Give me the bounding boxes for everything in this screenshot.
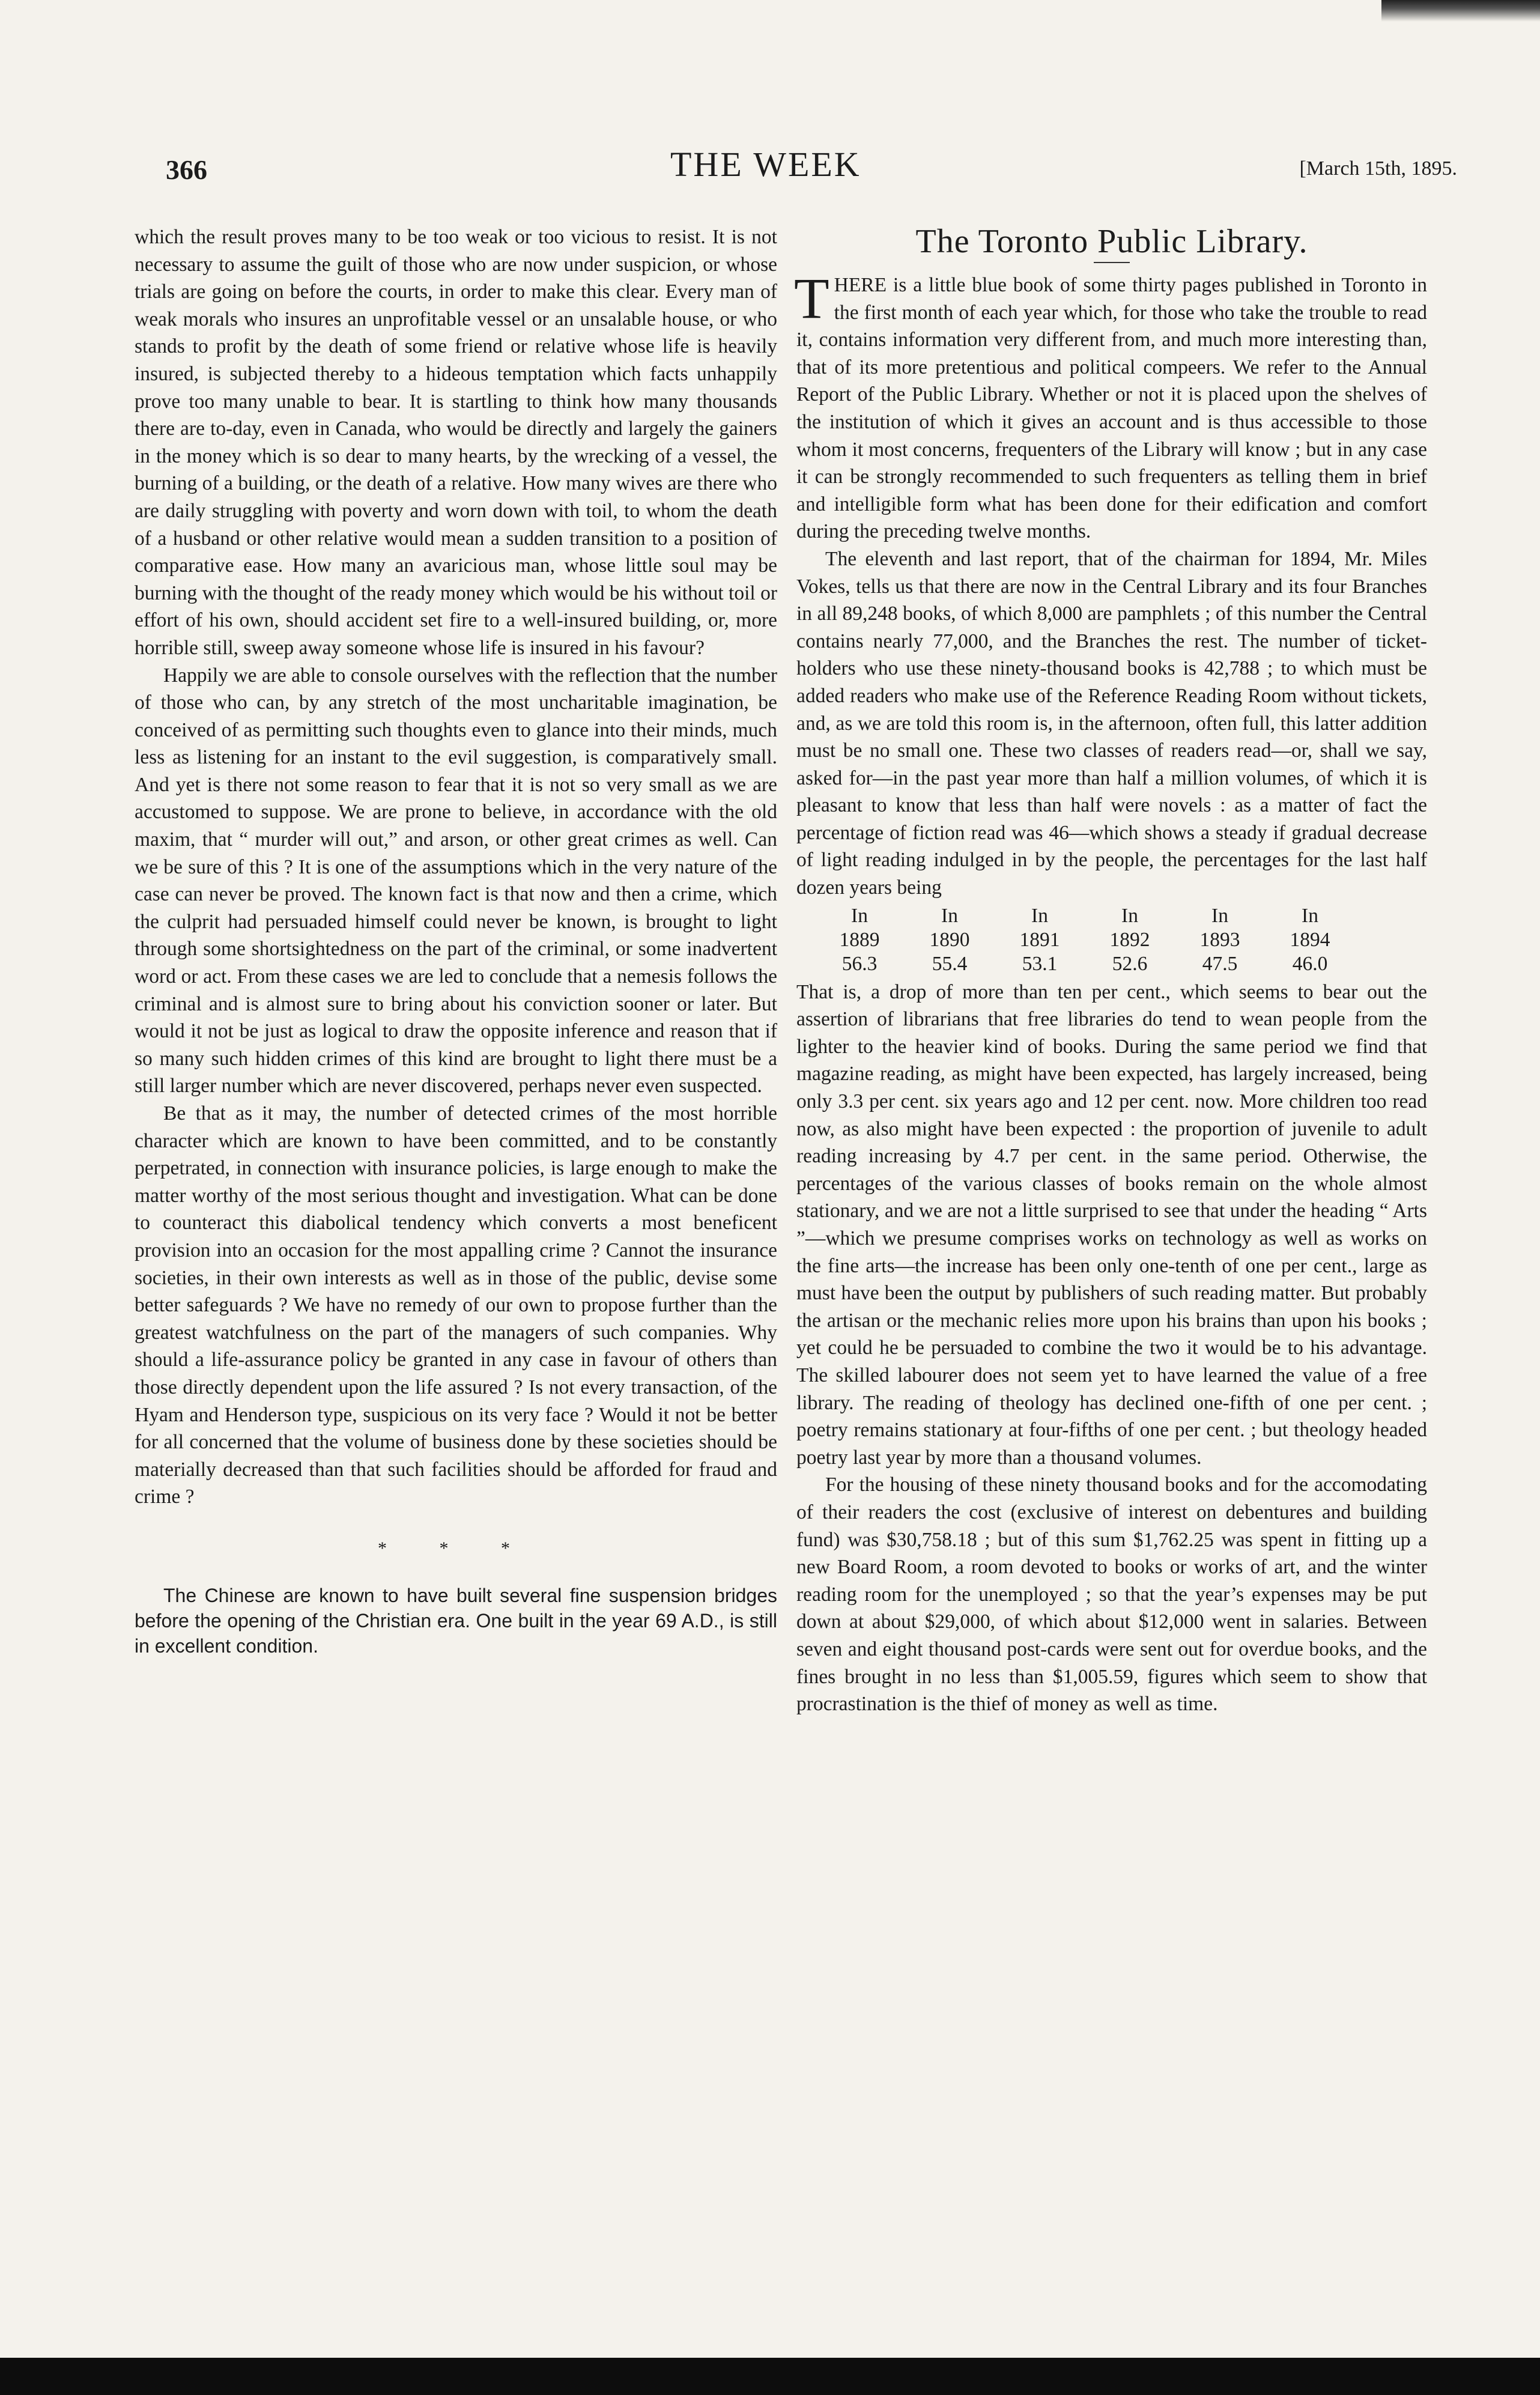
article-paragraph-1 — [794, 266, 1427, 545]
table-cell: 1889 — [839, 928, 880, 951]
table-cell: In — [1302, 904, 1318, 927]
bridge-note: The Chinese are known to have built several fine suspension bridges before the opening of the Christian era. One built in the year 69 A.D., is still in excellent condition. — [135, 1584, 777, 1657]
article-paragraph-2: The eleventh and last report, that of the chairman for 1894, Mr. Miles Vokes, tells us that there are now in the Central Library and its four Branches in all 89,248 books, of which 8,000 are pamphlets ; of this number the Central contains nearly 77,000, and the Branches the rest. The number of ticket-holders who use these ninety-thousand books is 42,788 ; to which must be added readers who make use of the Reference Reading Room without tickets, and, as we are told this room is, in the afternoon, often full, this latter addition must be no small one. These two classes of readers read—or, shall we say, asked for—in the past year more than half a million volumes, of which it is pleasant to know that less than half were novels : as a matter of fact the percentage of fiction read was 46—which shows a steady if gradual decrease of light reading indulged in by the people, the percentages for the last half dozen years being — [796, 547, 1427, 899]
table-row-years — [814, 928, 1355, 952]
table-cell: In — [1211, 904, 1228, 927]
table-cell: In — [941, 904, 958, 927]
table-cell: 1891 — [1019, 928, 1060, 951]
left-paragraph-2: Happily we are able to console ourselves with the reflection that the number of those who can, by any stretch of the most uncharitable imagination, be conceived of as permitting such thoughts even to glance into their minds, much less as listening for an instant to the evil suggestion, is comparatively small. And yet is there not some reason to fear that it is not so very small as we are accustomed to suppose. We are prone to believe, in accordance with the old maxim, that “ murder will out,” and arson, or other great crimes as well. Can we be sure of this ? It is one of the assumptions which in the very nature of the case can never be proved. The known fact is that now and then a crime, which the culprit had persuaded himself could never be known, is brought to light through some shortsightedness on the part of the criminal, or some inadvertent word or act. From these cases we are led to conclude that a nemesis follows the criminal and is almost sure to bring about his conviction sooner or later. But would it not be just as logical to draw the opposite inference and reason that if so many such hidden crimes of this kind are brought to light there must be a still larger number which are never discovered, perhaps never even suspected. — [135, 664, 777, 1097]
section-separator: * * * — [378, 1538, 534, 1558]
table-cell: In — [1031, 904, 1048, 927]
table-cell: 53.1 — [1022, 952, 1058, 975]
article-title: The Toronto Public Library. — [915, 223, 1308, 260]
table-cell: 1893 — [1199, 928, 1240, 951]
left-column — [135, 223, 777, 1659]
page-header — [166, 144, 1457, 192]
dropcap: T — [794, 266, 829, 330]
table-row-percentages — [814, 952, 1355, 976]
table-cell: In — [851, 904, 868, 927]
title-rule — [1094, 262, 1130, 263]
article-paragraph-1-text: HERE is a little blue book of some thirty pages published in Toronto in the first month of each year which, for those who take the trouble to read it, contains information very different from, and much more interesting than, that of its more pretentious and political compeers. We refer to the Annual Report of the Public Library. Whether or not it is placed upon the shelves of the institution of which it gives an account and is thus accessible to those whom it most concerns, frequenters of the Library will know ; but in any case it can be strongly recommended to such frequenters as telling them in brief and intelligible form what has been done for their edification and comfort during the preceding twelve months. — [796, 274, 1427, 543]
table-cell: 1890 — [929, 928, 970, 951]
table-cell: 52.6 — [1112, 952, 1148, 975]
table-cell: 46.0 — [1292, 952, 1328, 975]
left-paragraph-3: Be that as it may, the number of detected crimes of the most horrible character which are known to have been committed, and to be constantly perpetrated, in connection with insurance policies, is large enough to make the matter worthy of the most serious thought and investigation. What can be done to counteract this diabolical tendency which converts a most beneficent provision into an occasion for the most appalling crime ? Cannot the insurance societies, in their own interests as well as in those of the public, devise some better safeguards ? We have no remedy of our own to propose further than the greatest watchfulness on the part of the managers of such companies. Why should a life-assurance policy be granted in any case in favour of others than those directly dependent upon the life assured ? Is not every transaction, of the Hyam and Henderson type, suspicious on its very face ? Would it not be better for all concerned that the volume of business done by these societies should be materially decreased than that such facilities should be afforded for fraud and crime ? — [135, 1102, 777, 1508]
table-cell: 55.4 — [932, 952, 968, 975]
right-column — [796, 223, 1427, 1718]
issue-date: [March 15th, 1895. — [1299, 157, 1457, 180]
article-paragraph-4: For the housing of these ninety thousand books and for the accomodating of their readers the cost (exclusive of interest on debentures and building fund) was $30,758.18 ; but of this sum $1,762.25 was spent in fitting up a new Board Room, a room devoted to books or works of art, and the winter reading room for the unemployed ; so that the year’s expenses may be put down at about $29,000, of which about $12,000 went in salaries. Between seven and eight thousand post-cards were sent out for overdue books, and the fines brought in no less than $1,005.59, figures which seem to show that procrastination is the thief of money as well as time. — [796, 1474, 1427, 1716]
left-paragraph-1: which the result proves many to be too weak or too vicious to resist. It is not necessary to assume the guilt of those who are now under suspicion, or whose trials are going on before the courts, in order to make this clear. Every man of weak morals who insures an unprofitable vessel or an unsalable house, or who stands to profit by the death of some friend or relative whose life is heavily insured, is subjected thereby to a hideous temptation which facts unhappily prove too many unable to bear. It is startling to think how many thousands there are to-day, even in Canada, who would be directly and largely the gainers in the money which is so dear to many hearts, by the wrecking of a vessel, the burning of a building, or the death of a relative. How many wives are there who are daily struggling with poverty and worn down with toil, to whom the death of a husband or other relative would mean a sudden transition to a position of comparative ease. How many an avaricious man, whose little soul may be burning with the thought of the ready money which would be his without toil or effort of his own, should accident set fire to a well-insured building, or, more horrible still, sweep away someone whose life is insured in his favour? — [135, 226, 777, 659]
table-cell: 1894 — [1290, 928, 1330, 951]
table-cell: In — [1121, 904, 1138, 927]
table-cell: 1892 — [1109, 928, 1150, 951]
table-cell: 47.5 — [1202, 952, 1238, 975]
page-edge-top — [1381, 0, 1540, 22]
page-number: 366 — [166, 154, 207, 185]
article-paragraph-3: That is, a drop of more than ten per cent., which seems to bear out the assertion of librarians that free libraries do tend to wean people from the lighter to the heavier kind of books. During the same period we find that magazine reading, as might have been expected, has largely increased, being only 3.3 per cent. six years ago and 12 per cent. now. More children too read now, as also might have been expected : the proportion of juvenile to adult reading increasing by 4.7 per cent. in the same period. Otherwise, the percentages of the various classes of books remain on the whole almost stationary, and we are not a little surprised to see that under the heading “ Arts ”—which we presume comprises works on technology as well as works on the fine arts—the increase has been only one-tenth of one per cent., large as must have been the output by publishers of such reading matter. But probably the artisan or the mechanic relies more upon his brains than upon his books ; yet could he be persuaded to combine the two it would be to his advantage. The skilled labourer does not seem yet to have learned the value of a free library. The reading of theology has declined one-fifth of one per cent. ; poetry remains stationary at four-fifths of one per cent. ; but theology headed poetry last year by more than a thousand volumes. — [796, 980, 1427, 1469]
table-row-label — [814, 904, 1355, 928]
page-edge-bottom — [0, 2358, 1540, 2395]
fiction-percentage-table — [814, 904, 1355, 976]
masthead: THE WEEK — [670, 145, 861, 184]
table-cell: 56.3 — [841, 952, 878, 975]
